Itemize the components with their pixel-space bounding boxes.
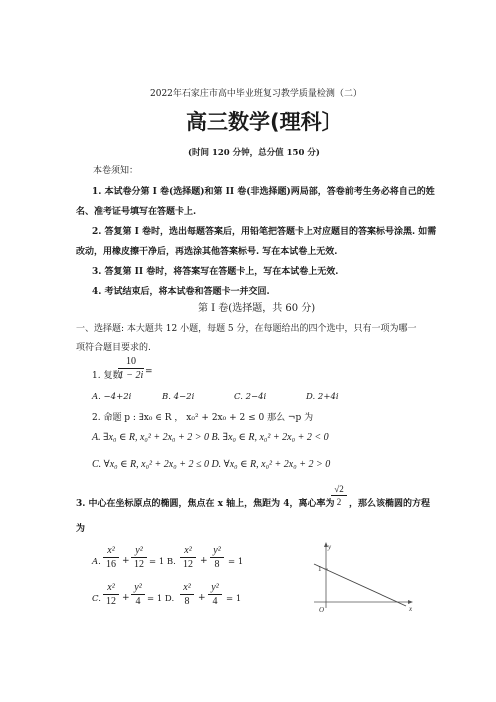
fraction-bar <box>103 594 119 595</box>
q3-c-x-den: 12 <box>106 596 116 607</box>
line-graph-figure <box>310 540 415 615</box>
x-axis-arrow-icon <box>408 600 413 604</box>
fraction-bar <box>131 557 147 558</box>
q1-option-a: A. −4+2i <box>92 392 132 402</box>
q2-options-ab: A. ∃x₀ ∈ R, x₀² + 2x₀ + 2 > 0 B. ∃x₀ ∈ R, x₀² + 2x₀ + 2 < 0 <box>92 432 329 443</box>
q2-options-cd: C. ∀x₀ ∈ R, x₀² + 2x₀ + 2 ≤ 0 D. ∀x₀ ∈ R, x₀² + 2x₀ + 2 > 0 <box>92 459 331 470</box>
notice-item-4: 4. 考试结束后，将本试卷和答题卡一并交回. <box>92 287 270 297</box>
q3-c-y-term <box>131 582 145 607</box>
q3-c-x-num: x² <box>107 582 115 593</box>
plus-sign: + <box>200 556 208 566</box>
q1-option-b: B. 4−2i <box>162 392 195 402</box>
plus-sign: + <box>198 593 206 603</box>
fraction-bar <box>180 594 194 595</box>
q3-a-y-num: y² <box>135 545 143 556</box>
q1-numerator: 10 <box>126 356 136 367</box>
q1-option-d: D. 2+4i <box>306 392 339 402</box>
q3-equals: = 1 <box>226 594 242 604</box>
q1-option-c: C. 2−4i <box>234 392 267 402</box>
notice-item-1b: 名、准考证号填写在答题卡上. <box>76 207 197 217</box>
x-axis-label: x <box>409 605 413 613</box>
q3-b-y-term <box>210 545 224 570</box>
q3-d-y-den: 4 <box>212 596 218 607</box>
origin-label: O <box>319 606 325 614</box>
q3-eccentricity <box>331 484 347 507</box>
q3-ecc-denominator: 2 <box>336 497 342 507</box>
q3-d-y-num: y² <box>211 582 219 593</box>
q1-equals: = <box>145 367 153 377</box>
q3-b-y-num: y² <box>213 545 221 556</box>
q1-denominator: 1 − 2i <box>118 370 144 381</box>
page-title: 高三数学(理科〕 <box>186 110 343 134</box>
q3-option-a-label: A. <box>92 557 101 567</box>
notice-item-1a: 1. 本试卷分第 I 卷(选择题)和第 II 卷(非选择题)两局部，答卷前考生务必将自己的姓 <box>92 187 435 197</box>
q3-d-x-term <box>180 582 194 607</box>
q3-stem-b: ，那么该椭圆的方程 <box>349 499 431 509</box>
q3-stem-c: 为 <box>76 524 86 534</box>
q3-b-y-den: 8 <box>214 559 220 570</box>
fraction-bar <box>131 594 145 595</box>
q3-a-x-term <box>103 545 119 570</box>
section-intro-a: 一、选择题: 本大题共 12 小题，每题 5 分，在每题给出的四个选中，只有一项为哪一 <box>76 324 417 334</box>
q1-fraction <box>118 356 144 381</box>
q3-a-y-den: 12 <box>134 559 144 570</box>
plus-sign: + <box>122 556 130 566</box>
q3-c-x-term <box>103 582 119 607</box>
q2-stem: 2. 命题 p : ∃x₀ ∈ R ， x₀² + 2x₀ + 2 ≤ 0 那么 ¬p 为 <box>92 413 314 423</box>
notice-item-2a: 2. 答复第 I 卷时，选出每题答案后，用铅笔把答题卡上对应题目的答案标号涂黑. 如需 <box>92 227 437 237</box>
q3-d-y-term <box>208 582 222 607</box>
fraction-bar <box>208 594 222 595</box>
graph-line <box>314 564 406 606</box>
q3-d-x-den: 8 <box>184 596 190 607</box>
exam-line: 2022年石家庄市高中毕业班复习教学质量检测（二） <box>150 89 362 99</box>
notice-item-2b: 改动，用橡皮擦干净后，再选涂其他答案标号. 写在本试卷上无效. <box>76 247 338 257</box>
fraction-bar <box>118 368 144 369</box>
fraction-bar <box>103 557 119 558</box>
q3-equals: = 1 <box>228 557 244 567</box>
q3-b-x-num: x² <box>184 545 192 556</box>
q3-c-y-num: y² <box>134 582 142 593</box>
q3-b-x-den: 12 <box>183 559 193 570</box>
q3-d-x-num: x² <box>183 582 191 593</box>
q3-ecc-numerator: √2 <box>334 484 344 494</box>
fraction-bar <box>180 557 196 558</box>
fraction-bar <box>331 495 347 496</box>
q3-a-x-num: x² <box>107 545 115 556</box>
plus-sign: + <box>122 593 130 603</box>
q3-a-x-den: 16 <box>106 559 116 570</box>
q3-b-x-term <box>180 545 196 570</box>
notice-heading: 本卷须知： <box>93 166 139 176</box>
section-intro-b: 项符合题目要求的. <box>76 343 151 353</box>
intercept-label: 1 <box>318 565 322 573</box>
q3-option-b-label: = 1 B. <box>149 557 176 567</box>
fraction-bar <box>210 557 224 558</box>
q3-a-y-term <box>131 545 147 570</box>
notice-item-3: 3. 答复第 II 卷时，将答案写在答题卡上，写在本试卷上无效. <box>92 267 339 277</box>
time-score: (时间 120 分钟，总分值 150 分) <box>188 148 320 158</box>
y-axis-label: y <box>328 543 332 551</box>
section-title: 第 I 卷(选择题，共 60 分) <box>198 303 316 314</box>
q3-option-c-label: C. <box>92 594 101 604</box>
q3-c-y-den: 4 <box>135 596 141 607</box>
q3-option-d-label: = 1 D. <box>147 594 175 604</box>
q1-prefix: 1. 复数 <box>92 371 122 381</box>
q3-stem-a: 3. 中心在坐标原点的椭圆，焦点在 x 轴上，焦距为 4，离心率为 <box>76 499 335 509</box>
